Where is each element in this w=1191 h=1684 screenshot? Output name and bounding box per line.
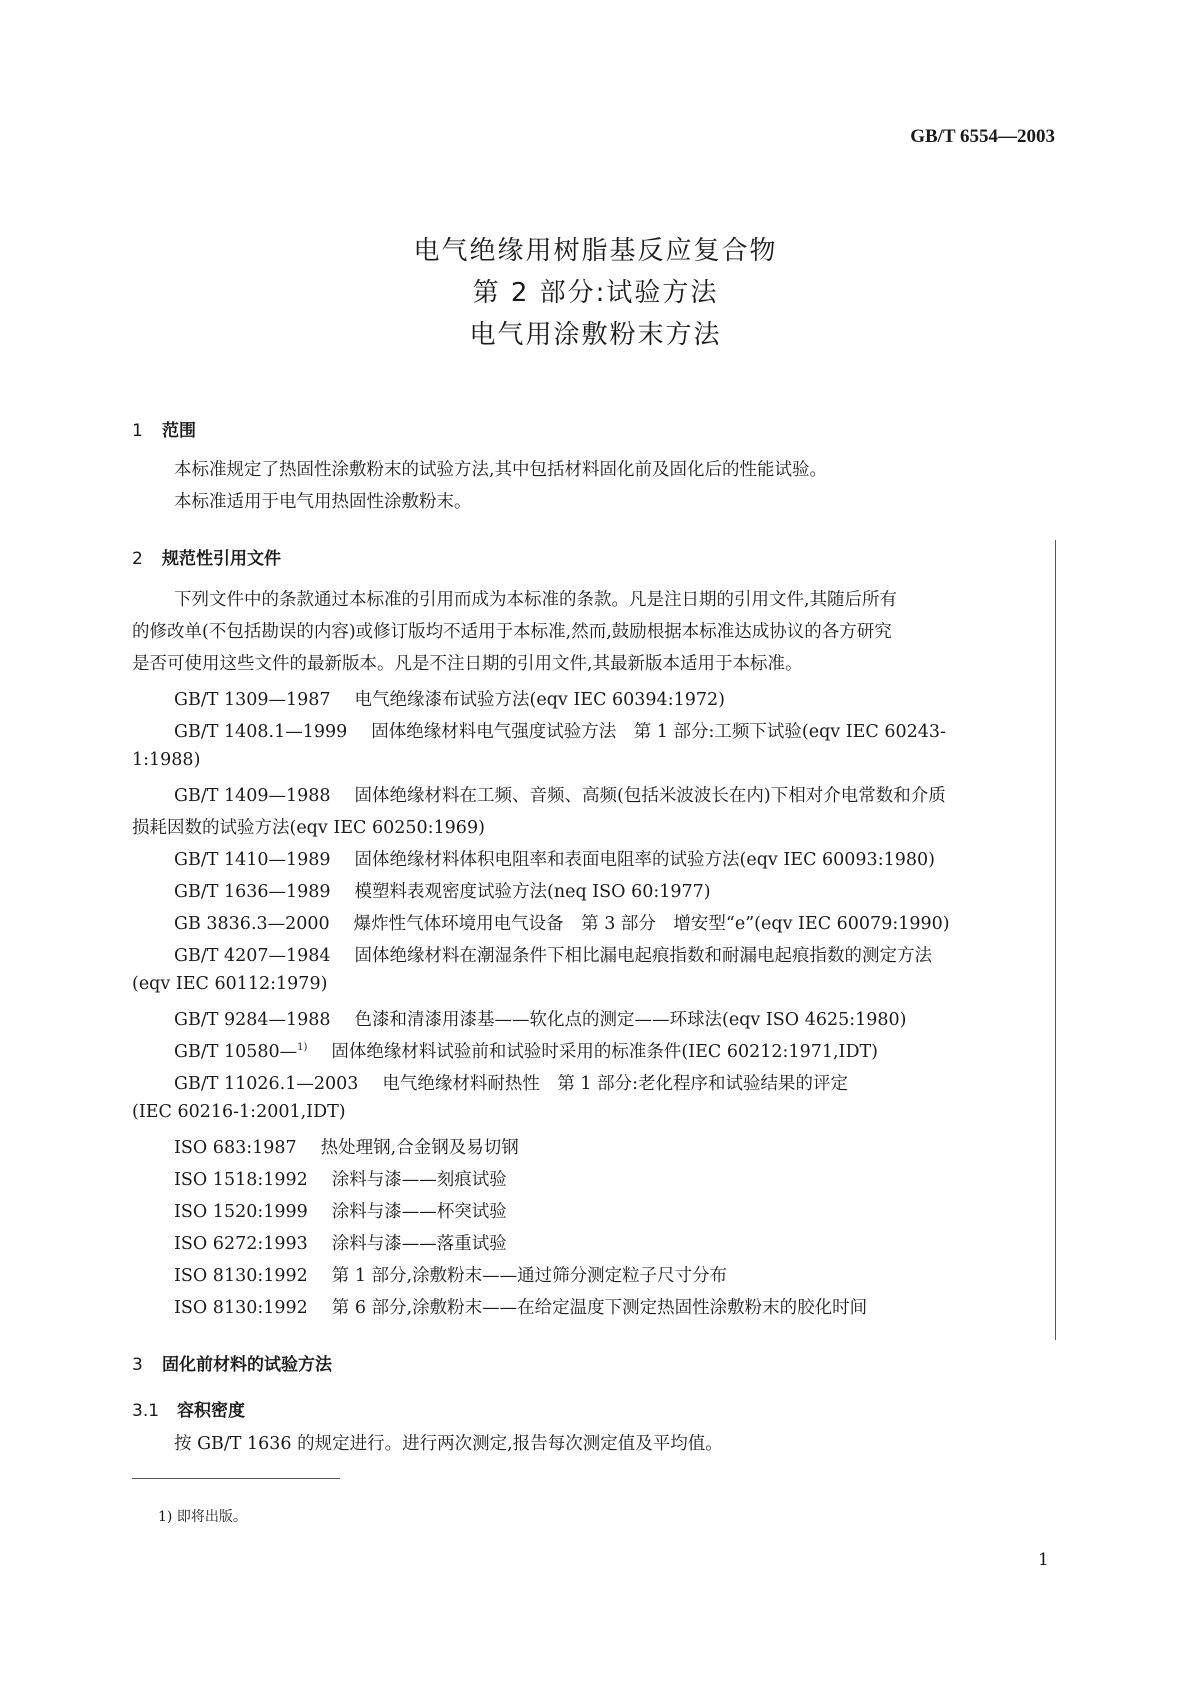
reference-item	[174, 686, 725, 711]
reference-code: GB/T 1408.1—1999	[174, 722, 348, 742]
reference-item	[174, 878, 711, 903]
title-line-3: 电气用涂敷粉末方法	[469, 320, 722, 350]
reference-code: ISO 6272:1993	[174, 1234, 308, 1254]
reference-item	[174, 942, 932, 967]
footnote: 1) 即将出版。	[158, 1509, 247, 1525]
reference-continuation: (IEC 60216-1:2001,IDT)	[132, 1102, 346, 1122]
reference-title: 涂料与漆——杯突试验	[331, 1202, 507, 1222]
change-bar	[1055, 540, 1056, 1340]
reference-continuation: 1:1988)	[132, 750, 201, 770]
reference-item	[174, 718, 946, 743]
reference-code: GB/T 4207—1984	[174, 946, 331, 966]
reference-code: GB/T 1636—1989	[174, 882, 331, 902]
reference-code: ISO 8130:1992	[174, 1298, 308, 1318]
reference-item	[174, 910, 950, 935]
reference-code: GB/T 1410—1989	[174, 850, 331, 870]
reference-code: GB 3836.3—2000	[174, 914, 330, 934]
reference-title: 固体绝缘材料在潮湿条件下相比漏电起痕指数和耐漏电起痕指数的测定方法	[354, 946, 933, 966]
reference-title: 第 1 部分,涂敷粉末——通过筛分测定粒子尺寸分布	[331, 1266, 728, 1286]
reference-continuation: 损耗因数的试验方法(eqv IEC 60250:1969)	[132, 818, 485, 838]
reference-code: GB/T 1309—1987	[174, 690, 331, 710]
section-2-heading	[132, 544, 281, 569]
reference-title: 固体绝缘材料体积电阻率和表面电阻率的试验方法(eqv IEC 60093:1980)	[354, 850, 935, 870]
reference-item	[174, 1134, 519, 1159]
subsection-3-1-heading	[132, 1396, 245, 1421]
standard-number: GB/T 6554—2003	[910, 126, 1055, 147]
reference-code: GB/T 9284—1988	[174, 1010, 331, 1030]
reference-title: 模塑料表观密度试验方法(neq ISO 60:1977)	[354, 882, 711, 902]
section-title: 范围	[162, 421, 196, 441]
reference-code: GB/T 11026.1—2003	[174, 1074, 359, 1094]
reference-title: 爆炸性气体环境用电气设备 第 3 部分 增安型“e”(eqv IEC 60079:1990)	[353, 914, 950, 934]
reference-item	[174, 1230, 507, 1255]
reference-code: ISO 8130:1992	[174, 1266, 308, 1286]
reference-continuation: (eqv IEC 60112:1979)	[132, 974, 328, 994]
reference-title: 电气绝缘漆布试验方法(eqv IEC 60394:1972)	[354, 690, 725, 710]
reference-item	[174, 1294, 867, 1319]
page-number: 1	[1038, 1550, 1049, 1570]
section-2-intro-line-3: 是否可使用这些文件的最新版本。凡是不注日期的引用文件,其最新版本适用于本标准。	[132, 654, 803, 674]
reference-item	[174, 1006, 907, 1031]
section-1-para-2: 本标准适用于电气用热固性涂敷粉末。	[174, 492, 472, 512]
reference-title: 涂料与漆——落重试验	[331, 1234, 507, 1254]
reference-title: 涂料与漆——刻痕试验	[331, 1170, 507, 1190]
subsection-number: 3.1	[132, 1401, 160, 1421]
section-1-para-1: 本标准规定了热固性涂敷粉末的试验方法,其中包括材料固化前及固化后的性能试验。	[174, 460, 828, 480]
reference-title: 电气绝缘材料耐热性 第 1 部分:老化程序和试验结果的评定	[382, 1074, 849, 1094]
reference-code: ISO 1518:1992	[174, 1170, 308, 1190]
footnote-separator	[132, 1478, 340, 1479]
footnote-marker: 1)	[297, 1042, 308, 1054]
subsection-title: 容积密度	[177, 1401, 245, 1421]
subsection-3-1-text: 按 GB/T 1636 的规定进行。进行两次测定,报告每次测定值及平均值。	[174, 1434, 723, 1454]
section-title: 固化前材料的试验方法	[162, 1355, 332, 1375]
reference-title: 热处理钢,合金钢及易切钢	[320, 1138, 519, 1158]
section-number: 3	[132, 1355, 143, 1375]
reference-title: 固体绝缘材料在工频、音频、高频(包括米波波长在内)下相对介电常数和介质	[354, 786, 946, 806]
reference-item	[174, 1262, 727, 1287]
title-line-1: 电气绝缘用树脂基反应复合物	[413, 236, 778, 266]
reference-title: 第 6 部分,涂敷粉末——在给定温度下测定热固性涂敷粉末的胶化时间	[331, 1298, 868, 1318]
title-line-2: 第 2 部分:试验方法	[472, 278, 719, 308]
reference-item	[174, 782, 946, 807]
reference-item	[174, 1070, 848, 1095]
section-2-intro-line-2: 的修改单(不包括勘误的内容)或修订版均不适用于本标准,然而,鼓励根据本标准达成协议的各方研究	[132, 622, 892, 642]
reference-title: 固体绝缘材料电气强度试验方法 第 1 部分:工频下试验(eqv IEC 60243-	[371, 722, 946, 742]
reference-title: 色漆和清漆用漆基——软化点的测定——环球法(eqv ISO 4625:1980)	[354, 1010, 907, 1030]
reference-code: ISO 683:1987	[174, 1138, 297, 1158]
section-2-intro-line-1: 下列文件中的条款通过本标准的引用而成为本标准的条款。凡是注日期的引用文件,其随后所有	[174, 590, 898, 610]
reference-code: GB/T 1409—1988	[174, 786, 331, 806]
reference-item	[174, 1038, 878, 1063]
section-number: 1	[132, 421, 143, 441]
reference-item	[174, 1198, 507, 1223]
reference-item	[174, 846, 935, 871]
reference-code: GB/T 10580—	[174, 1042, 298, 1062]
section-number: 2	[132, 549, 143, 569]
reference-title: 固体绝缘材料试验前和试验时采用的标准条件(IEC 60212:1971,IDT)	[331, 1042, 878, 1062]
section-3-heading	[132, 1350, 332, 1375]
section-title: 规范性引用文件	[162, 549, 281, 569]
reference-code: ISO 1520:1999	[174, 1202, 308, 1222]
section-1-heading	[132, 416, 196, 441]
reference-item	[174, 1166, 507, 1191]
